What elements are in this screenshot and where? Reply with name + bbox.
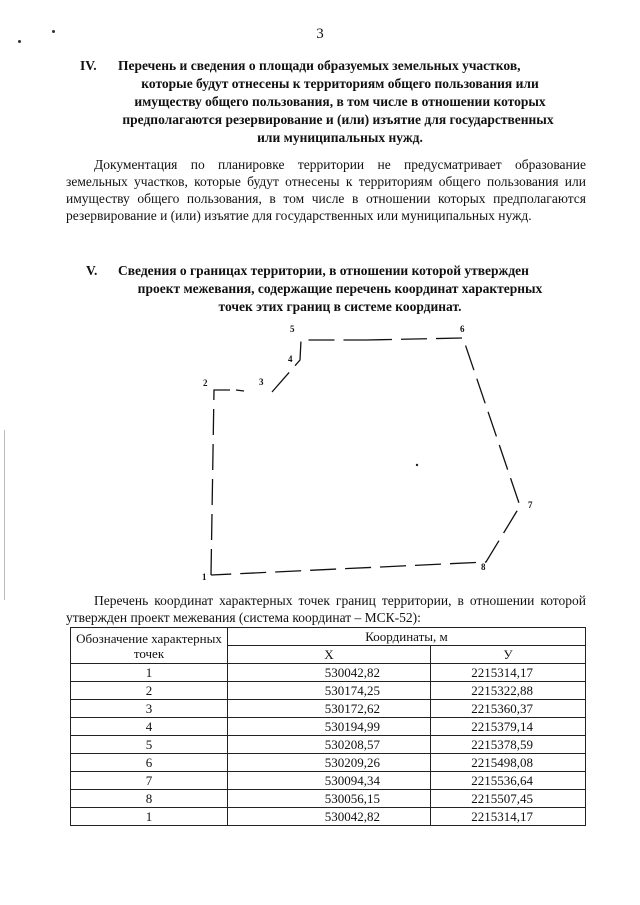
point-cell: 2 — [71, 682, 228, 700]
section-4-title-line: имуществу общего пользования, в том числе в отношении которых — [134, 94, 546, 109]
point-label: 6 — [460, 324, 465, 334]
section-4-paragraph-text: Документация по планировке территории не предусматривает образование земельных участков, которые будут отнесены к территориям общего пользования или имуществу общего пользования, в том числе в отношении которых предполагаются резервирование и (или) изъятие для государственных или муниципальных нужд. — [66, 157, 586, 223]
table-row — [71, 754, 586, 772]
y-cell: 2215322,88 — [431, 682, 586, 700]
section-5-title-line: Сведения о границах территории, в отношении которой утвержден — [118, 263, 529, 278]
section-4-paragraph — [66, 156, 586, 224]
header-point-designation: Обозначение характерных точек — [71, 628, 228, 664]
section-5-title-line: точек этих границ в системе координат. — [218, 299, 462, 314]
scan-speck — [416, 464, 418, 466]
boundary-scheme — [190, 318, 550, 588]
y-cell: 2215360,37 — [431, 700, 586, 718]
point-cell: 3 — [71, 700, 228, 718]
corner-labels — [202, 324, 533, 582]
section-4-title-line: которые будут отнесены к территориям общего пользования или — [141, 76, 539, 91]
table-row — [71, 682, 586, 700]
section-5-number: V. — [86, 263, 98, 278]
table-row — [71, 772, 586, 790]
section-5-title-line: проект межевания, содержащие перечень координат характерных — [137, 281, 543, 296]
x-cell: 530094,34 — [228, 772, 431, 790]
page-number: 3 — [316, 26, 324, 42]
table-header-row — [71, 628, 586, 646]
x-cell: 530174,25 — [228, 682, 431, 700]
y-cell: 2215378,59 — [431, 736, 586, 754]
point-label: 3 — [259, 377, 264, 387]
table-row — [71, 790, 586, 808]
scan-speck — [18, 40, 21, 43]
y-cell: 2215314,17 — [431, 808, 586, 826]
point-cell: 8 — [71, 790, 228, 808]
header-coordinates: Координаты, м — [228, 628, 586, 646]
point-label: 5 — [290, 324, 295, 334]
table-intro-text: Перечень координат характерных точек границ территории, в отношении которой утвержден проект межевания (система координат – МСК-52): — [66, 593, 586, 625]
point-label: 1 — [202, 572, 207, 582]
point-cell: 1 — [71, 664, 228, 682]
table-row — [71, 718, 586, 736]
point-label: 4 — [288, 354, 293, 364]
x-cell: 530172,62 — [228, 700, 431, 718]
point-cell: 1 — [71, 808, 228, 826]
header-y: У — [431, 646, 586, 664]
section-4-title-line: или муниципальных нужд. — [257, 130, 423, 145]
point-label: 8 — [481, 562, 486, 572]
y-cell: 2215498,08 — [431, 754, 586, 772]
x-cell: 530194,99 — [228, 718, 431, 736]
section-4-title-line: предполагаются резервирование и (или) изъятие для государственных — [122, 112, 554, 127]
x-cell: 530208,57 — [228, 736, 431, 754]
table-row — [71, 808, 586, 826]
scan-edge-mark — [4, 430, 5, 600]
point-cell: 6 — [71, 754, 228, 772]
table-row — [71, 736, 586, 754]
point-label: 7 — [528, 500, 533, 510]
scan-speck — [52, 30, 55, 33]
section-4-number: IV. — [80, 58, 97, 73]
y-cell: 2215314,17 — [431, 664, 586, 682]
coordinates-table — [70, 627, 586, 826]
y-cell: 2215379,14 — [431, 718, 586, 736]
table-intro — [66, 592, 586, 626]
point-cell: 7 — [71, 772, 228, 790]
x-cell: 530209,26 — [228, 754, 431, 772]
section-4-title-line: Перечень и сведения о площади образуемых земельных участков, — [118, 58, 521, 73]
table-row — [71, 700, 586, 718]
x-cell: 530042,82 — [228, 808, 431, 826]
x-cell: 530056,15 — [228, 790, 431, 808]
point-cell: 4 — [71, 718, 228, 736]
point-label: 2 — [203, 378, 208, 388]
header-x: X — [228, 646, 431, 664]
x-cell: 530042,82 — [228, 664, 431, 682]
table-row — [71, 664, 586, 682]
y-cell: 2215536,64 — [431, 772, 586, 790]
point-cell: 5 — [71, 736, 228, 754]
boundary-lines — [211, 338, 520, 575]
y-cell: 2215507,45 — [431, 790, 586, 808]
